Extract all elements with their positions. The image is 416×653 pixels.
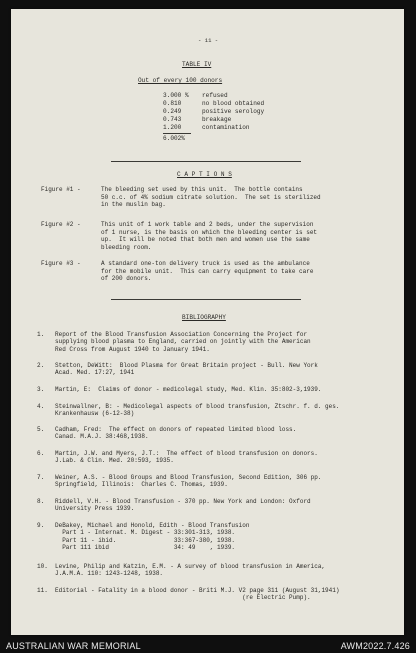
footer-source-label: AUSTRALIAN WAR MEMORIAL xyxy=(6,641,141,651)
entry-number: 8. xyxy=(37,498,45,505)
entry-text: DeBakey, Michael and Honold, Edith - Blood Transfusion Part 1 - Internat. M. Digest - 33:301-313, 1938. Part 11 - ibid. 33:367-380, 1938. Part 111 ibid 34: 49 , 1939. xyxy=(55,522,250,552)
bibliography-heading: BIBLIOGRAPHY xyxy=(182,314,226,321)
entry-number: 5. xyxy=(37,426,45,433)
entry-number: 4. xyxy=(37,403,45,410)
row-value: 1.200 xyxy=(163,124,182,131)
caption-label: Figure #3 - xyxy=(41,260,81,267)
caption-text: A standard one-ton delivery truck is used as the ambulance for the mobile unit. This can carry equipment to take care of 200 donors. xyxy=(101,260,314,283)
row-label: refused xyxy=(202,92,228,99)
entry-text: Editorial - Fatality in a blood donor - Briti M.J. V2 page 311 (August 31,1941) (re Electric Pump). xyxy=(55,587,340,602)
row-label: breakage xyxy=(202,116,232,123)
caption-text: The bleeding set used by this unit. The bottle contains 50 c.c. of 4% sodium citrate solution. The set is sterilized in the muslin bag. xyxy=(101,186,321,209)
entry-text: Riddell, V.H. - Blood Transfusion - 370 pp. New York and London: Oxford University Press 1939. xyxy=(55,498,311,513)
entry-text: Steinwallner, B: - Medicolegal aspects of blood transfusion, Ztschr. f. d. ges. Krankenhausw (6-12-38) xyxy=(55,403,340,418)
captions-heading: C A P T I O N S xyxy=(177,171,232,178)
entry-number: 11. xyxy=(37,587,48,594)
entry-number: 1. xyxy=(37,331,45,338)
caption-figure-3 xyxy=(41,260,401,286)
entry-number: 9. xyxy=(37,522,45,529)
page-number: - 11 - xyxy=(198,37,219,44)
row-value: 3.000 % xyxy=(163,92,189,99)
caption-figure-1 xyxy=(41,186,401,212)
caption-text: This unit of 1 work table and 2 beds, under the supervision of 1 nurse, is the basis on which the bleeding center is set up. It will be noted that both men and women use the same bleeding room. xyxy=(101,221,318,251)
row-label: positive serology xyxy=(202,108,265,115)
table-subtitle: Out of every 100 donors xyxy=(138,77,223,84)
entry-text: Report of the Blood Transfusion Association Concerning the Project for supplying blood plasma to England, carried on jointly with the American Red Cross from August 1940 to January 1941. xyxy=(55,331,311,353)
entry-number: 3. xyxy=(37,386,45,393)
entry-text: Martin, J.W. and Myers, J.T.: The effect of blood transfusion on donors. J.Lab. & Clin. Med. 20:593, 1935. xyxy=(55,450,318,465)
caption-figure-2 xyxy=(41,221,401,253)
caption-label: Figure #1 - xyxy=(41,186,81,193)
entry-text: Levine, Philip and Katzin, E.M. - A survey of blood transfusion in America, J.A.M.A. 110: 1243-1248, 1938. xyxy=(55,563,326,578)
table-total: 6.002% xyxy=(163,135,185,142)
row-value: 0.743 xyxy=(163,116,182,123)
section-divider xyxy=(111,299,301,300)
footer-accession-id: AWM2022.7.426 xyxy=(340,641,410,651)
entry-text: Martin, E: Claims of donor - medicolegal study, Med. Klin. 35:802-3,1939. xyxy=(55,386,322,393)
row-label: contamination xyxy=(202,124,250,131)
entry-number: 2. xyxy=(37,362,45,369)
table-title: TABLE IV xyxy=(182,61,212,68)
entry-text: Cadham, Fred: The effect on donors of repeated limited blood loss. Canad. M.A.J. 38:468,1938. xyxy=(55,426,297,441)
document-page xyxy=(11,9,404,635)
entry-number: 10. xyxy=(37,563,48,570)
row-value: 0.249 xyxy=(163,108,182,115)
entry-text: Stetton, DeWitt: Blood Plasma for Great Britain project - Bull. New York Acad. Med. 17:27, 1941 xyxy=(55,362,318,377)
caption-label: Figure #2 - xyxy=(41,221,81,228)
row-label: no blood obtained xyxy=(202,100,265,107)
section-divider xyxy=(111,161,301,162)
total-rule xyxy=(163,133,191,134)
entry-number: 6. xyxy=(37,450,45,457)
row-value: 0.810 xyxy=(163,100,182,107)
entry-number: 7. xyxy=(37,474,45,481)
entry-text: Weiner, A.S. - Blood Groups and Blood Transfusion, Second Edition, 306 pp. Springfield, Illinois: Charles C. Thomas, 1939. xyxy=(55,474,322,489)
